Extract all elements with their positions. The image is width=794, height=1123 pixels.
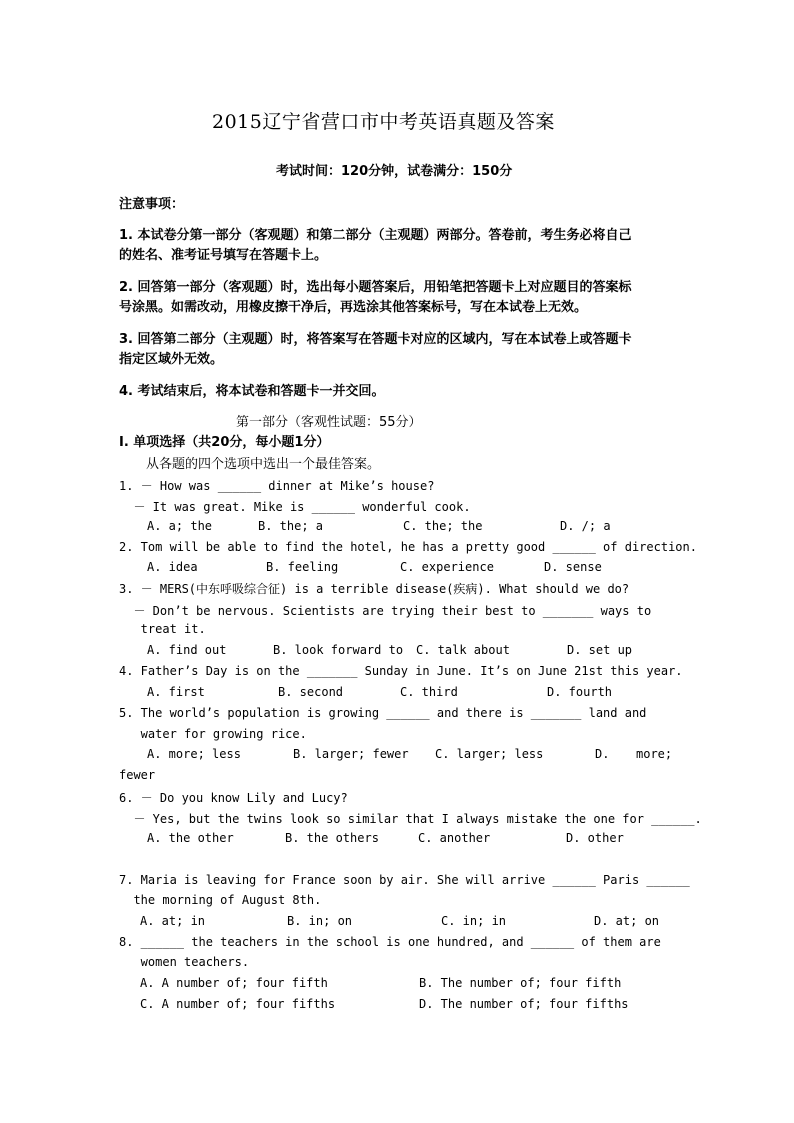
question-1-option-a: A. a; the [147,519,213,533]
question-1-option-c: C. the; the [403,519,483,533]
exam-info: 考试时间：120分钟，试卷满分：150分 [276,164,513,179]
section1-instruction: 从各题的四个选项中选出一个最佳答案。 [146,457,381,472]
notice-item-4-line-1: 4. 考试结束后，将本试卷和答题卡一并交回。 [119,384,385,399]
question-7-option-b: B. in; on [287,914,353,928]
question-2-option-b: B. feeling [266,560,339,574]
question-8-line-1: 8. ______ the teachers in the school is one hundred, and ______ of them are [119,935,661,949]
question-7-line-1: 7. Maria is leaving for France soon by air. She will arrive ______ Paris ______ [119,873,690,887]
question-5-option-b: B. larger; fewer [293,747,409,761]
question-3-option-a: A. find out [147,643,227,657]
question-2-option-d: D. sense [544,560,602,574]
question-6-option-b: B. the others [285,831,379,845]
question-3-option-c: C. talk about [416,643,510,657]
question-4-option-b: B. second [278,685,344,699]
notice-item-3-line-1: 3. 回答第二部分（主观题）时，将答案写在答题卡对应的区域内，写在本试卷上或答题卡 [119,332,632,347]
question-8-option-d: D. The number of; four fifths [419,997,629,1011]
question-1-line-2: － It was great. Mike is ______ wonderful cook. [119,500,471,514]
question-5-line-1: 5. The world’s population is growing ______ and there is _______ land and [119,706,647,720]
question-7-line-2: the morning of August 8th. [119,893,322,907]
question-5-option-d-text: more; [636,747,673,761]
question-5-option-a: A. more; less [147,747,241,761]
notice-item-1-line-1: 1. 本试卷分第一部分（客观题）和第二部分（主观题）两部分。答卷前，考生务必将自己 [119,228,632,243]
notice-item-2-line-1: 2. 回答第一部分（客观题）时，选出每小题答案后，用铅笔把答题卡上对应题目的答案标 [119,280,632,295]
question-3-option-d: D. set up [567,643,633,657]
question-2-option-c: C. experience [400,560,494,574]
question-5-option-c: C. larger; less [435,747,544,761]
section1-title: Ⅰ. 单项选择（共20分，每小题1分） [119,435,330,450]
question-3-line-1: 3. － MERS(中东呼吸综合征) is a terrible disease(疾病). What should we do? [119,582,630,596]
notice-item-2-line-2: 号涂黑。如需改动，用橡皮擦干净后，再选涂其他答案标号，写在本试卷上无效。 [119,300,588,315]
question-7-option-c: C. in; in [441,914,507,928]
question-1-option-d: D. /; a [560,519,611,533]
notice-item-1-line-2: 的姓名、准考证号填写在答题卡上。 [119,248,328,263]
question-5-line-2: water for growing rice. [119,727,307,741]
question-3-line-3: treat it. [119,622,206,636]
question-6-line-1: 6. － Do you know Lily and Lucy? [119,791,348,805]
question-8-option-a: A. A number of; four fifth [140,976,328,990]
question-2-line-1: 2. Tom will be able to find the hotel, he has a pretty good ______ of direction. [119,540,697,554]
question-6-option-a: A. the other [147,831,234,845]
notice-heading: 注意事项： [119,197,185,212]
question-7-option-a: A. at; in [140,914,206,928]
question-8-line-2: women teachers. [119,955,250,969]
question-4-option-d: D. fourth [547,685,613,699]
question-1-option-b: B. the; a [258,519,324,533]
question-1-line-1: 1. － How was ______ dinner at Mike’s house? [119,479,435,493]
page-title: 2015辽宁省营口市中考英语真题及答案 [212,111,555,133]
question-6-line-2: － Yes, but the twins look so similar that I always mistake the one for ______. [119,812,702,826]
question-3-option-b: B. look forward to [273,643,404,657]
question-4-option-a: A. first [147,685,205,699]
question-4-line-1: 4. Father’s Day is on the _______ Sunday in June. It’s on June 21st this year. [119,664,683,678]
question-8-option-b: B. The number of; four fifth [419,976,622,990]
question-6-option-c: C. another [418,831,491,845]
notice-item-3-line-2: 指定区域外无效。 [119,352,224,367]
question-2-option-a: A. idea [147,560,198,574]
question-4-option-c: C. third [400,685,458,699]
question-8-option-c: C. A number of; four fifths [140,997,336,1011]
question-3-line-2: － Don’t be nervous. Scientists are trying their best to _______ ways to [119,604,652,618]
part1-title: 第一部分（客观性试题：55分） [236,415,422,430]
question-7-option-d: D. at; on [594,914,660,928]
question-5-option-d-wrap: fewer [119,768,156,782]
question-5-option-d: D. [595,747,610,761]
question-6-option-d: D. other [566,831,624,845]
